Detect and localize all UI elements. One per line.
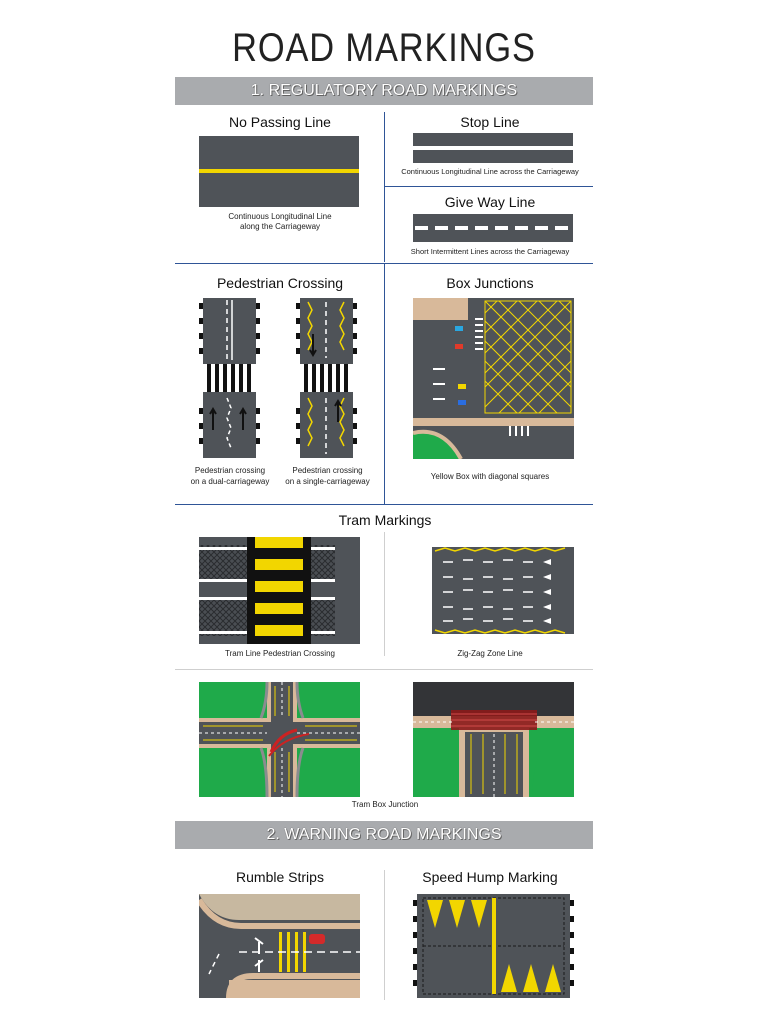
stop-line-image-top	[413, 133, 573, 146]
zig-zag-image	[413, 537, 574, 644]
pedestrian-heading: Pedestrian Crossing	[216, 275, 344, 291]
stop-line-image-bottom	[413, 150, 573, 163]
tram-crossing-caption: Tram Line Pedestrian Crossing	[225, 649, 335, 658]
pedestrian-dual-caption-1: Pedestrian crossing	[194, 466, 266, 475]
page-title: ROAD MARKINGS	[232, 26, 536, 70]
no-passing-image	[199, 136, 359, 207]
divider-horizontal-stop	[384, 186, 593, 187]
section-header-regulatory: 1. REGULATORY ROAD MARKINGS	[175, 77, 593, 105]
tram-heading: Tram Markings	[338, 512, 432, 528]
tram-box-caption: Tram Box Junction	[351, 800, 419, 809]
box-junctions-caption: Yellow Box with diagonal squares	[430, 472, 550, 481]
no-passing-heading: No Passing Line	[229, 114, 331, 130]
pedestrian-dual-caption-2: on a dual-carriageway	[190, 477, 270, 486]
speed-hump-image	[413, 894, 574, 998]
rumble-strips-heading: Rumble Strips	[236, 869, 324, 885]
pedestrian-single-image	[296, 298, 357, 458]
give-way-heading: Give Way Line	[444, 194, 536, 210]
tram-box-junction-image-left	[199, 682, 360, 797]
pedestrian-dual-image	[199, 298, 260, 458]
divider-vertical-4	[384, 870, 385, 1000]
give-way-caption: Short Intermittent Lines across the Carriageway	[410, 247, 570, 256]
tram-box-junction-image-right	[413, 682, 574, 797]
divider-vertical-2	[384, 264, 385, 504]
divider-horizontal-2	[175, 504, 593, 505]
divider-vertical-3	[384, 532, 385, 656]
no-passing-caption-2: along the Carriageway	[239, 222, 321, 231]
divider-vertical-1	[384, 112, 385, 262]
zig-zag-caption: Zig-Zag Zone Line	[457, 649, 523, 658]
tram-crossing-image	[199, 537, 360, 644]
give-way-dashes	[413, 214, 573, 242]
stop-line-caption: Continuous Longitudinal Line across the Carriageway	[401, 167, 579, 176]
yellow-continuous-line	[199, 169, 359, 173]
stop-line-heading: Stop Line	[460, 114, 520, 130]
pedestrian-single-caption-2: on a single-carriageway	[285, 477, 370, 486]
speed-hump-heading: Speed Hump Marking	[422, 869, 558, 885]
section-header-warning: 2. WARNING ROAD MARKINGS	[175, 821, 593, 849]
pedestrian-single-caption-1: Pedestrian crossing	[292, 466, 363, 475]
rumble-strips-image	[199, 894, 360, 998]
give-way-image	[413, 214, 573, 242]
box-junctions-heading: Box Junctions	[446, 275, 534, 291]
box-junction-image	[413, 298, 574, 459]
no-passing-caption-1: Continuous Longitudinal Line	[228, 212, 332, 221]
divider-horizontal-3	[175, 669, 593, 670]
